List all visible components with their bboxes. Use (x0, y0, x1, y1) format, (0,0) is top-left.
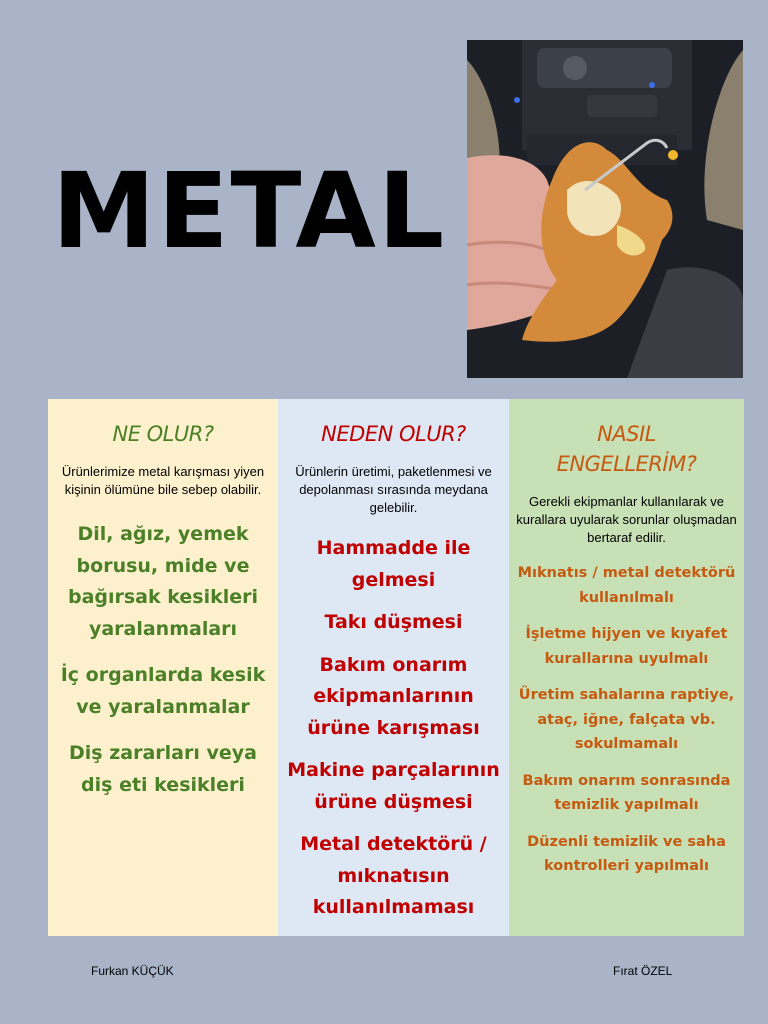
list-item: İç organlarda kesik ve yaralanmalar (60, 664, 266, 718)
list-item: Diş zararları veya diş eti kesikleri (69, 742, 257, 796)
list-item: Bakım onarım ekipmanlarının ürüne karışması (307, 653, 480, 739)
list-item: Mıknatıs / metal detektörü kullanılmalı (517, 565, 736, 606)
author-right: Fırat ÖZEL (613, 964, 673, 978)
list-item: Bakım onarım sonrasında temizlik yapılmalı (522, 772, 731, 813)
list-item: Dil, ağız, yemek borusu, mide ve bağırsak kesikleri yaralanmaları (67, 523, 259, 640)
column-intro: Ürünlerin üretimi, paketlenmesi ve depolanması sırasında meydana gelebilir. (295, 464, 492, 515)
list-item: Hammadde ile gelmesi (316, 537, 471, 591)
list-item: Takı düşmesi (324, 611, 463, 633)
list-item: İşletme hijyen ve kıyafet kurallarına uyulmalı (525, 626, 728, 667)
column-heading: NE OLUR? (112, 422, 214, 446)
column-how-prevent (509, 399, 744, 936)
info-columns (48, 399, 744, 936)
photo-illustration (467, 40, 743, 378)
column-intro: Gerekli ekipmanlar kullanılarak ve kurallara uyularak sorunlar oluşmadan bertaraf edilir. (516, 494, 737, 545)
page-title: METAL (52, 150, 447, 272)
list-item: Metal detektörü / mıknatısın kullanılmaması (300, 833, 487, 918)
list-item: Düzenli temizlik ve saha kontrolleri yapılmalı (527, 833, 726, 874)
column-what-happens (48, 399, 278, 936)
list-item: Makine parçalarının ürüne düşmesi (287, 759, 500, 813)
photo-pastry-with-metal-wire (467, 40, 743, 378)
column-heading: NASIL ENGELLERİM? (556, 422, 697, 476)
column-heading: NEDEN OLUR? (321, 422, 466, 446)
column-intro: Ürünlerimize metal karışması yiyen kişinin ölümüne bile sebep olabilir. (61, 464, 265, 497)
author-left: Furkan KÜÇÜK (91, 964, 174, 978)
list-item: Üretim sahalarına raptiye, ataç, iğne, falçata vb. sokulmamalı (518, 687, 735, 752)
column-why-happens (278, 399, 509, 936)
